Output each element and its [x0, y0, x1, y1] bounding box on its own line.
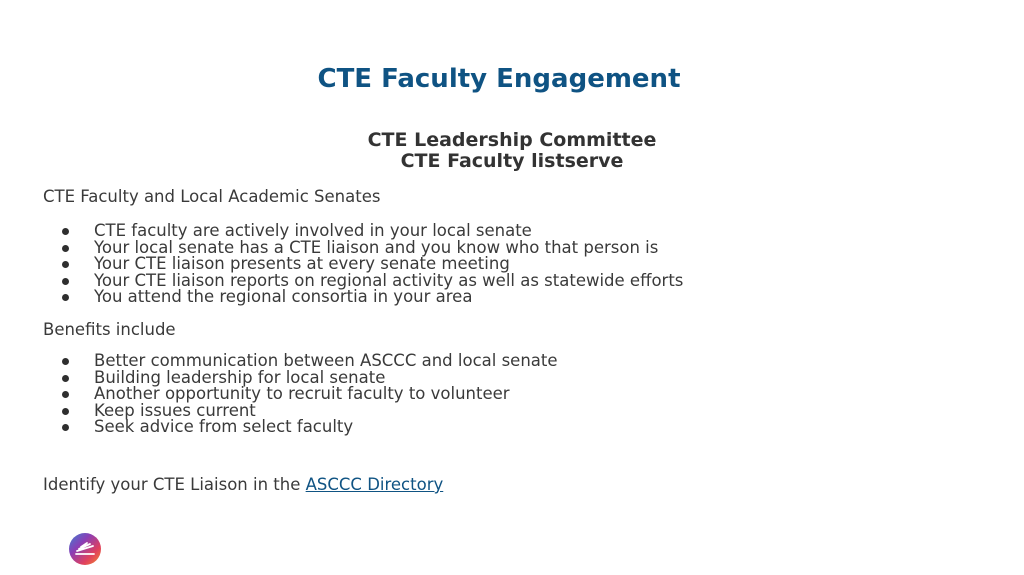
- bullet-list-local-senates: [60, 223, 683, 306]
- slide-title: CTE Faculty Engagement: [317, 64, 681, 94]
- bullet-dot-icon: [62, 375, 69, 382]
- bullet-dot-icon: [62, 294, 69, 301]
- list-item-text: CTE faculty are actively involved in your local senate: [94, 221, 532, 240]
- footer-prefix-text: Identify your CTE Liaison in the: [43, 475, 306, 494]
- bullet-dot-icon: [62, 278, 69, 285]
- footer-liaison-line: [43, 475, 443, 494]
- list-item-text: Another opportunity to recruit faculty to volunteer: [94, 384, 510, 404]
- list-item-text: You attend the regional consortia in your area: [94, 287, 473, 307]
- asccc-logo-icon: [68, 532, 102, 566]
- subheading-faculty-listserve: CTE Faculty listserve: [400, 150, 624, 172]
- bullet-dot-icon: [62, 358, 69, 365]
- bullet-dot-icon: [62, 408, 69, 415]
- list-item-text: Your local senate has a CTE liaison and you know who that person is: [94, 237, 659, 257]
- bullet-dot-icon: [62, 391, 69, 398]
- list-item-text: Seek advice from select faculty: [94, 417, 354, 437]
- subheading-leadership-committee: CTE Leadership Committee: [367, 129, 657, 151]
- list-item: [60, 419, 558, 436]
- list-item-text: Your CTE liaison presents at every senate meeting: [94, 254, 510, 274]
- bullet-dot-icon: [62, 228, 69, 235]
- bullet-dot-icon: [62, 245, 69, 252]
- bullet-dot-icon: [62, 424, 69, 431]
- list-item-text: Keep issues current: [94, 400, 256, 420]
- bullet-list-benefits: [60, 353, 558, 436]
- list-item-text: Your CTE liaison reports on regional activity as well as statewide efforts: [94, 270, 684, 290]
- asccc-directory-link[interactable]: ASCCC Directory: [305, 475, 444, 494]
- list-item-text: Building leadership for local senate: [94, 367, 386, 387]
- section-heading-benefits: Benefits include: [43, 320, 176, 339]
- list-item-text: Better communication between ASCCC and local senate: [94, 351, 558, 370]
- list-item: [60, 289, 683, 306]
- section-heading-local-senates: CTE Faculty and Local Academic Senates: [43, 187, 381, 206]
- bullet-dot-icon: [62, 261, 69, 268]
